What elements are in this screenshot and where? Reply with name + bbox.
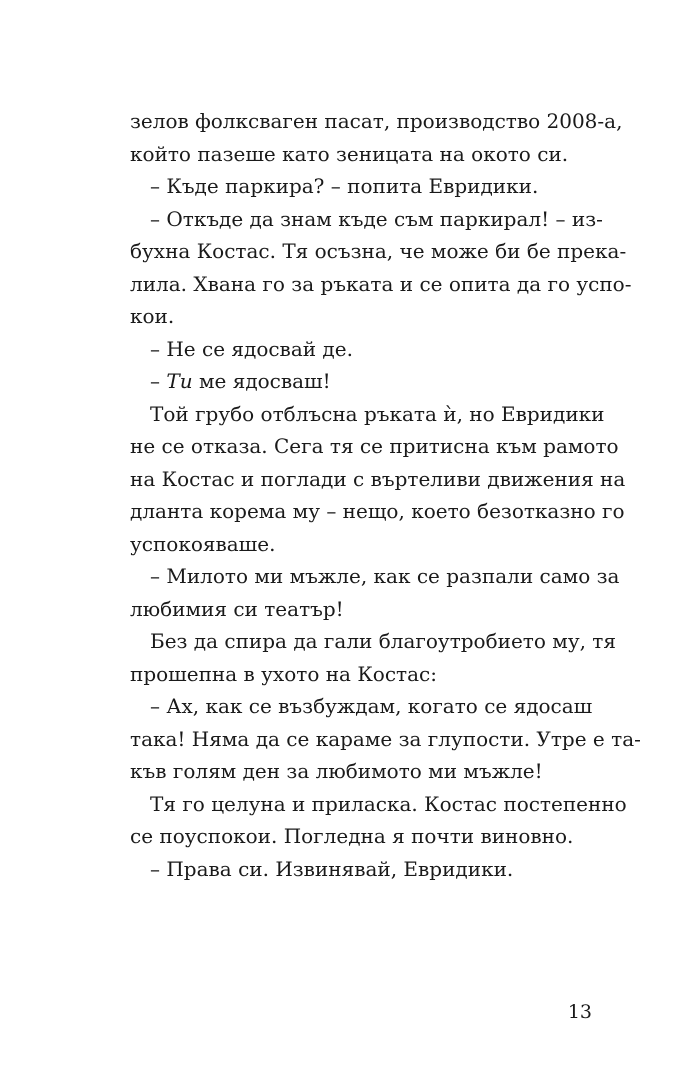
body-text [130, 105, 641, 885]
text-line: Той грубо отблъсна ръката ѝ, но Евридики [150, 401, 605, 426]
text-line: лила. Хвана го за ръката и се опита да го успо- [130, 271, 632, 296]
emphasis-text: Ти [166, 369, 193, 393]
text-line: така! Няма да се караме за глупости. Утре е та- [130, 726, 641, 751]
text-line: зелов фолксваген пасат, производство 2008-а, [130, 109, 623, 133]
text-line: – Милото ми мъжле, как се разпали само за [150, 564, 620, 588]
dialogue-dash: – [150, 369, 167, 393]
text-line: се поуспокои. Погледна я почти виновно. [130, 824, 574, 848]
text-line: който пазеше като зеницата на окото си. [130, 141, 569, 166]
text-line: Без да спира да гали благоутробието му, тя [150, 629, 616, 653]
text-line: Тя го целуна и приласка. Костас постепенно [150, 791, 627, 816]
text-line: – Откъде да знам къде съм паркирал! – из- [150, 206, 603, 231]
text-line: къв голям ден за любимото ми мъжле! [130, 759, 543, 783]
text-line: – Права си. Извинявай, Евридики. [150, 856, 514, 881]
text-line: – Къде паркира? – попита Евридики. [150, 174, 539, 198]
text-line: дланта корема му – нещо, което безотказно го [130, 499, 625, 523]
text-line: не се отказа. Сега тя се притисна към рамото [130, 434, 619, 458]
text-line: любимия си театър! [130, 596, 344, 621]
text-line: – Не се ядосвай де. [150, 336, 353, 361]
text-line: бухна Костас. Тя осъзна, че може би бе прека- [130, 239, 627, 263]
dialogue-rest: ме ядосваш! [192, 369, 331, 393]
page-number: 13 [567, 1001, 592, 1023]
text-line: успокояваше. [130, 531, 276, 556]
text-line [130, 365, 585, 398]
text-line: прошепна в ухото на Костас: [130, 661, 437, 686]
text-line: кои. [130, 304, 175, 328]
text-line: – Ах, как се възбуждам, когато се ядосаш [150, 694, 593, 718]
text-line: на Костас и поглади с въртеливи движения на [130, 466, 626, 491]
